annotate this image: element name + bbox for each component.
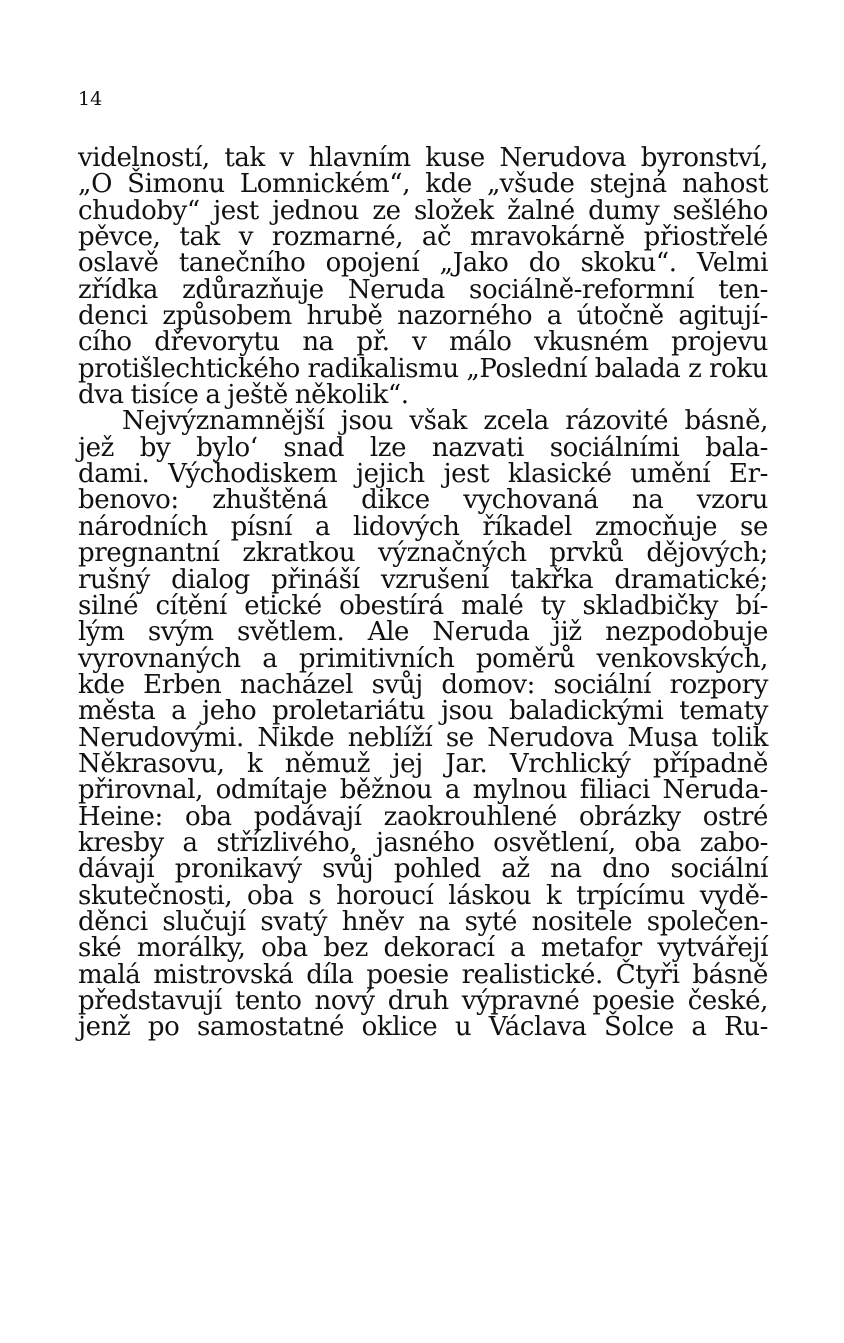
text-line: národních písní a lidových říkadel zmocňuje se xyxy=(78,511,768,542)
text-line: cího dřevorytu na př. v málo vkusném projevu xyxy=(78,327,768,358)
text-line: města a jeho proletariátu jsou baladickými tematy xyxy=(78,696,768,727)
text-line: Nerudovými. Nikde neblíží se Nerudova Musa tolik xyxy=(78,722,768,753)
paragraph-2 xyxy=(78,406,768,1043)
paragraph-1 xyxy=(78,143,768,411)
text-line: protišlechtického radikalismu „Poslední balada z roku xyxy=(78,353,768,384)
text-line: skutečnosti, oba s horoucí láskou k trpícímu vydě- xyxy=(78,880,768,911)
text-line: benovo: zhuštěná dikce vychovaná na vzoru xyxy=(78,485,768,516)
text-line: děnci slučují svatý hněv na syté nositele společen- xyxy=(78,906,768,937)
text-line: silné cítění etické obestírá malé ty skladbičky bí- xyxy=(78,590,768,621)
text-line: dami. Východiskem jejich jest klasické umění Er- xyxy=(78,459,768,490)
text-line: Heine: oba podávají zaokrouhlené obrázky ostré xyxy=(78,801,768,832)
text-line: vyrovnaných a primitivních poměrů venkovských, xyxy=(78,643,768,674)
text-line: videlností, tak v hlavním kuse Nerudova byronství, xyxy=(78,143,768,173)
body-text xyxy=(78,145,768,1041)
text-line: pregnantní zkratkou význačných prvků dějových; xyxy=(78,538,768,569)
text-line: chudoby“ jest jednou ze složek žalné dumy sešlého xyxy=(78,195,768,226)
text-line: kde Erben nacházel svůj domov: sociální rozpory xyxy=(78,669,768,700)
text-line: ské morálky, oba bez dekorací a metafor vytvářejí xyxy=(78,933,768,964)
text-line: rušný dialog přináší vzrušení takřka dramatické; xyxy=(78,564,768,595)
text-line: „O Šimonu Lomnickém“, kde „všude stejná nahost xyxy=(78,169,768,200)
text-line: lým svým světlem. Ale Neruda již nezpodobuje xyxy=(78,617,768,648)
page-number: 14 xyxy=(78,88,103,110)
text-line: denci způsobem hrubě nazorného a útočně agitují- xyxy=(78,301,768,332)
text-line: jež by bylo‘ snad lze nazvati sociálními bala- xyxy=(78,432,768,463)
text-line: jenž po samostatné oklice u Václava Šolce a Ru- xyxy=(78,1012,768,1043)
text-line: Někrasovu, k němuž jej Jar. Vrchlický případně xyxy=(78,748,768,779)
text-line: přirovnal, odmítaje běžnou a mylnou filiaci Neruda- xyxy=(78,775,768,806)
text-line: dva tisíce a ještě několik“. xyxy=(78,380,409,411)
text-line: zřídka zdůrazňuje Neruda sociálně-reformní ten- xyxy=(78,274,768,305)
text-line: malá mistrovská díla poesie realistické. Čtyři básně xyxy=(78,959,768,990)
text-line: představují tento nový druh výpravné poesie české, xyxy=(78,986,768,1016)
text-line: dávají pronikavý svůj pohled až na dno sociální xyxy=(78,854,768,885)
text-line: kresby a střízlivého, jasného osvětlení, oba zabo- xyxy=(78,827,768,858)
text-line: Nejvýznamnější jsou však zcela rázovité básně, xyxy=(122,406,768,437)
text-line: oslavě tanečního opojení „Jako do skoku“. Velmi xyxy=(78,248,768,279)
text-line: pěvce, tak v rozmarné, ač mravokárně přiostřelé xyxy=(78,222,768,253)
